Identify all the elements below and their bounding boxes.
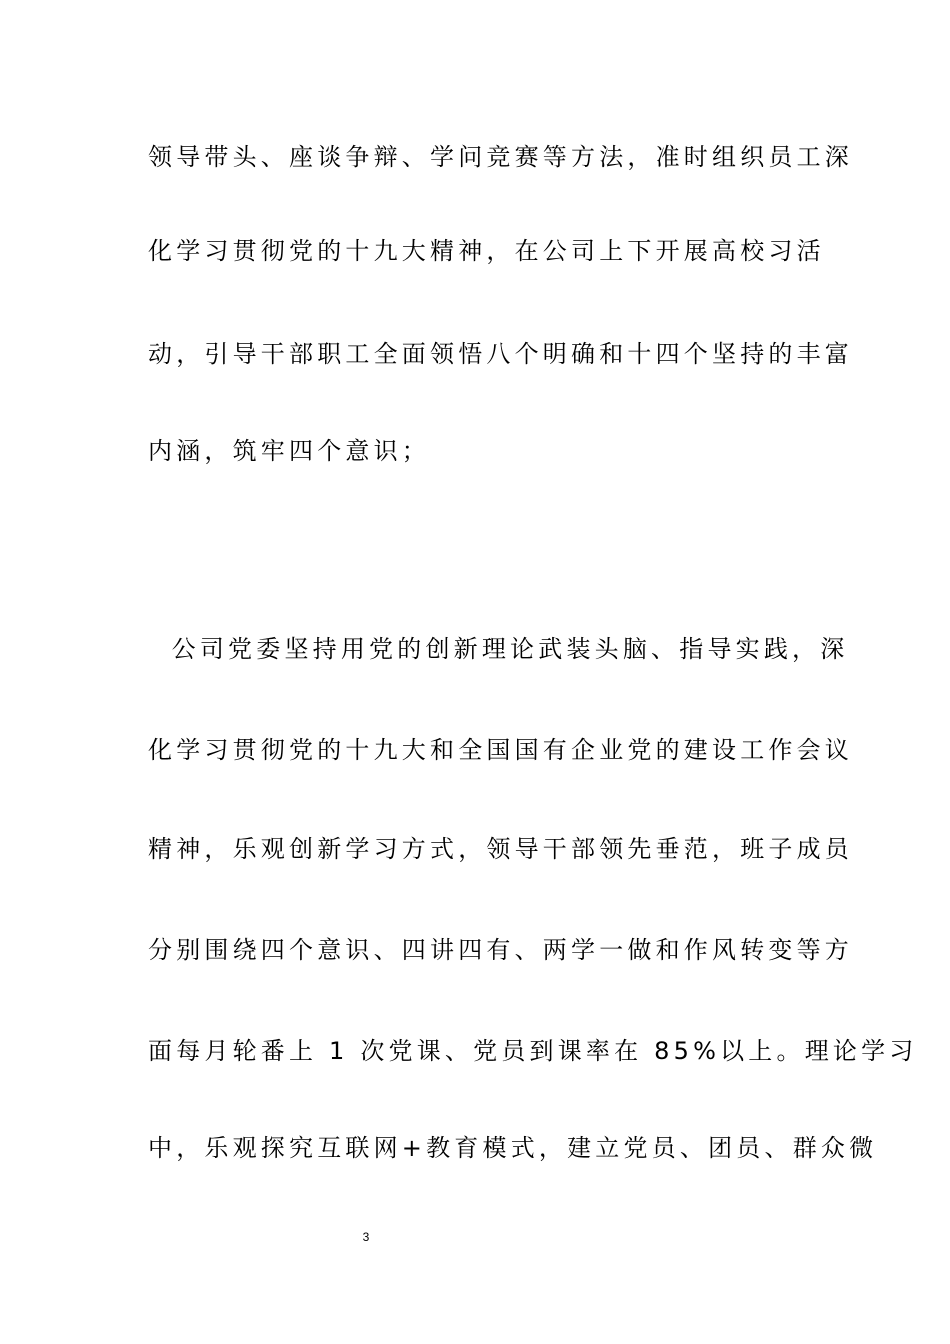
paragraph-2-line-3: 精神，乐观创新学习方式，领导干部领先垂范，班子成员: [148, 835, 853, 863]
page-number: 3: [362, 1230, 370, 1244]
paragraph-2-line-1: 公司党委坚持用党的创新理论武装头脑、指导实践，深: [148, 635, 849, 663]
paragraph-1-line-4: 内涵，筑牢四个意识；: [148, 437, 430, 465]
paragraph-2-line-6: 中，乐观探究互联网+教育模式，建立党员、团员、群众微: [148, 1134, 878, 1162]
paragraph-1-line-3: 动，引导干部职工全面领悟八个明确和十四个坚持的丰富: [148, 340, 853, 368]
paragraph-2-line-4: 分别围绕四个意识、四讲四有、两学一做和作风转变等方: [148, 936, 853, 964]
paragraph-2-line-5: 面每月轮番上 1 次党课、党员到课率在 85%以上。理论学习: [148, 1037, 918, 1065]
paragraph-1-line-1: 领导带头、座谈争辩、学问竞赛等方法，准时组织员工深: [148, 143, 853, 171]
paragraph-1-line-2: 化学习贯彻党的十九大精神，在公司上下开展高校习活: [148, 237, 825, 265]
paragraph-2-line-2: 化学习贯彻党的十九大和全国国有企业党的建设工作会议: [148, 736, 853, 764]
